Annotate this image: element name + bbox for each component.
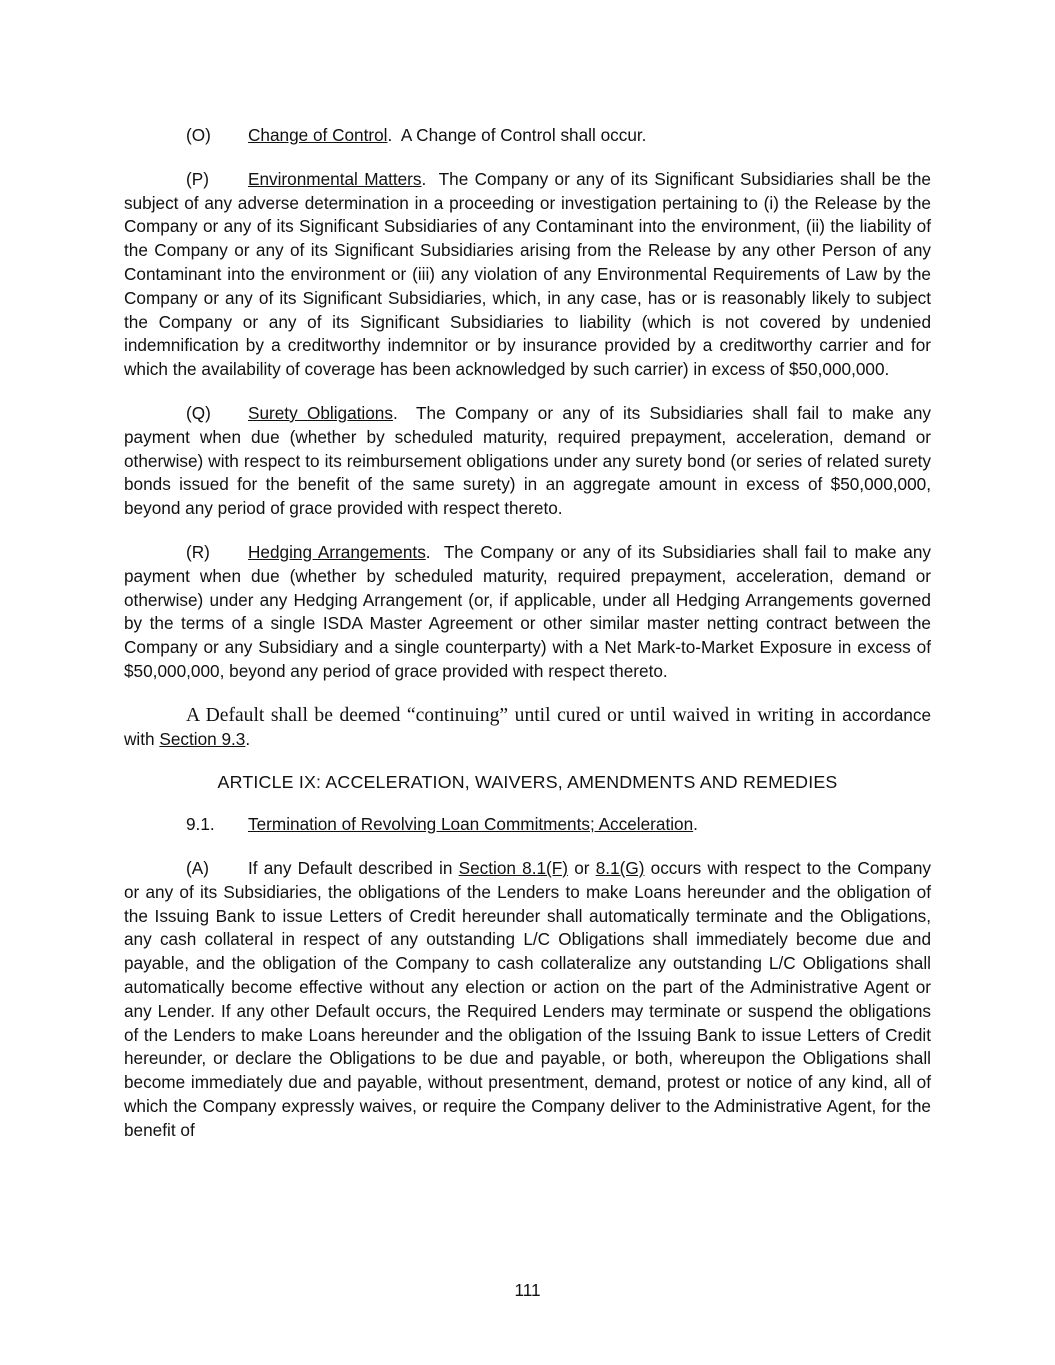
- document-page: [124, 124, 931, 1162]
- section-text: occurs with respect to the Company or any of its Subsidiaries, the obligations of the Lenders to make Loans hereunder and the obligation of the Issuing Bank to issue Letters of Credit hereunder shall automatically terminate and the Obligations, any cash collateral in respect of any outstanding L/C Obligations shall immediately become due and payable, and the obligation of the Company to cash collateralize any outstanding L/C Obligations shall automatically become effective without any election or action on the part of the Administrative Agent or any Lender. If any other Default occurs, the Required Lenders may terminate or suspend the obligations of the Lenders to make Loans hereunder and the obligation of the Issuing Bank to issue Letters of Credit hereunder, or declare the Obligations to be due and payable, or both, whereupon the Obligations shall become immediately due and payable, without presentment, demand, protest or notice of any kind, all of which the Company expressly waives, or require the Company deliver to the Administrative Agent, for the benefit of: [124, 857, 931, 1140]
- section-text: A Change of Control shall occur.: [400, 125, 647, 145]
- section-label: (A): [186, 857, 209, 878]
- section-text: The Company or any of its Subsidiaries shall fail to make any payment when due (whether by scheduled maturity, required prepayment, acceleration, demand or otherwise) under any Hedging Arrangement (or, if applicable, under all Hedging Arrangements governed by the terms of a single ISDA Master Agreement or other similar master netting contract between the Company or any Subsidiary and a single counterparty) with a Net Mark-to-Market Exposure in excess of $50,000,000, beyond any period of grace provided with respect thereto.: [124, 541, 931, 681]
- default-continuing-paragraph: A Default shall be deemed “continuing” until cured or until waived in writing in accordance with Section 9.3.: [124, 704, 931, 749]
- section-r: (R) Hedging Arrangements. The Company or any of its Subsidiaries shall fail to make any payment when due (whether by scheduled maturity, required prepayment, acceleration, demand or otherwise) under any Hedging Arrangement (or, if applicable, under all Hedging Arrangements governed by the terms of a single ISDA Master Agreement or other similar master netting contract between the Company or any Subsidiary and a single counterparty) with a Net Mark-to-Market Exposure in excess of $50,000,000, beyond any period of grace provided with respect thereto.: [124, 541, 931, 681]
- section-text: The Company or any of its Subsidiaries shall fail to make any payment when due (whether by scheduled maturity, required prepayment, acceleration, demand or otherwise) with respect to its reimbursement obligations under any surety bond (or series of related surety bonds issued for the benefit of the same surety) in an aggregate amount in excess of $50,000,000, beyond any period of grace provided with respect thereto.: [124, 402, 932, 519]
- section-heading: Hedging Arrangements: [248, 541, 426, 562]
- section-8-1-f-link[interactable]: Section 8.1(F): [458, 857, 569, 878]
- section-9-3-link[interactable]: Section 9.3: [159, 728, 246, 749]
- section-9-1-a: (A) If any Default described in Section 8.1(F) or 8.1(G) occurs with respect to the Company or any of its Subsidiaries, the obligations of the Lenders to make Loans hereunder and the obligation of the Issuing Bank to issue Letters of Credit hereunder shall automatically terminate and the Obligations, any cash collateral in respect of any outstanding L/C Obligations shall immediately become due and payable, and the obligation of the Company to cash collateralize any outstanding L/C Obligations shall automatically become effective without any election or action on the part of the Administrative Agent or any Lender. If any other Default occurs, the Required Lenders may terminate or suspend the obligations of the Lenders to make Loans hereunder and the obligation of the Issuing Bank to issue Letters of Credit hereunder, or declare the Obligations to be due and payable, or both, whereupon the Obligations shall become immediately due and payable, without presentment, demand, protest or notice of any kind, all of which the Company expressly waives, or require the Company deliver to the Administrative Agent, for the benefit of: [124, 857, 931, 1140]
- article-heading: ARTICLE IX: ACCELERATION, WAIVERS, AMENDMENTS AND REMEDIES: [217, 772, 838, 793]
- section-label: (Q): [186, 402, 211, 423]
- section-heading: Surety Obligations: [248, 402, 393, 423]
- section-text: The Company or any of its Significant Subsidiaries shall be the subject of any adverse determination in a proceeding or investigation pertaining to (i) the Release by the Company or any of its Significant Subsidiaries of any Contaminant into the environment, (ii) the liability of the Company or any of its Significant Subsidiaries arising from the Release by any other Person of any Contaminant into the environment or (iii) any violation of any Environmental Requirements of Law by the Company or any of its Significant Subsidiaries, which, in any case, has or is reasonably likely to subject the Company or any of its Significant Subsidiaries to liability (which is not covered by undenied indemnification by a creditworthy indemnitor or by insurance provided by a creditworthy carrier and for which the availability of coverage has been acknowledged by such carrier) in excess of $50,000,000.: [124, 168, 931, 380]
- section-number: 9.1.: [186, 814, 215, 835]
- default-text: A Default shall be deemed “continuing” until cured or until waived in writing in: [186, 704, 836, 726]
- page-number: 111: [514, 1280, 541, 1300]
- section-q: (Q) Surety Obligations. The Company or any of its Subsidiaries shall fail to make any payment when due (whether by scheduled maturity, required prepayment, acceleration, demand or otherwise) with respect to its reimbursement obligations under any surety bond (or series of related surety bonds issued for the benefit of the same surety) in an aggregate amount in excess of $50,000,000, beyond any period of grace provided with respect thereto.: [124, 402, 932, 519]
- section-o: (O) Change of Control. A Change of Control shall occur.: [124, 124, 931, 148]
- section-heading: Environmental Matters: [248, 168, 422, 189]
- section-9-1-heading: 9.1. Termination of Revolving Loan Commitments; Acceleration.: [124, 813, 931, 837]
- section-label: (P): [186, 168, 209, 189]
- default-text-mid: accordance with: [124, 704, 931, 749]
- section-label: (R): [186, 541, 210, 562]
- section-p: (P) Environmental Matters. The Company or any of its Significant Subsidiaries shall be the subject of any adverse determination in a proceeding or investigation pertaining to (i) the Release by the Company or any of its Significant Subsidiaries of any Contaminant into the environment, (ii) the liability of the Company or any of its Significant Subsidiaries arising from the Release by any other Person of any Contaminant into the environment or (iii) any violation of any Environmental Requirements of Law by the Company or any of its Significant Subsidiaries, which, in any case, has or is reasonably likely to subject the Company or any of its Significant Subsidiaries to liability (which is not covered by undenied indemnification by a creditworthy indemnitor or by insurance provided by a creditworthy carrier and for which the availability of coverage has been acknowledged by such carrier) in excess of $50,000,000.: [124, 168, 931, 380]
- section-heading: Termination of Revolving Loan Commitments; Acceleration: [248, 814, 694, 835]
- section-8-1-g-link[interactable]: 8.1(G): [595, 857, 645, 878]
- section-heading: Change of Control: [248, 125, 388, 145]
- section-label: (O): [186, 125, 211, 145]
